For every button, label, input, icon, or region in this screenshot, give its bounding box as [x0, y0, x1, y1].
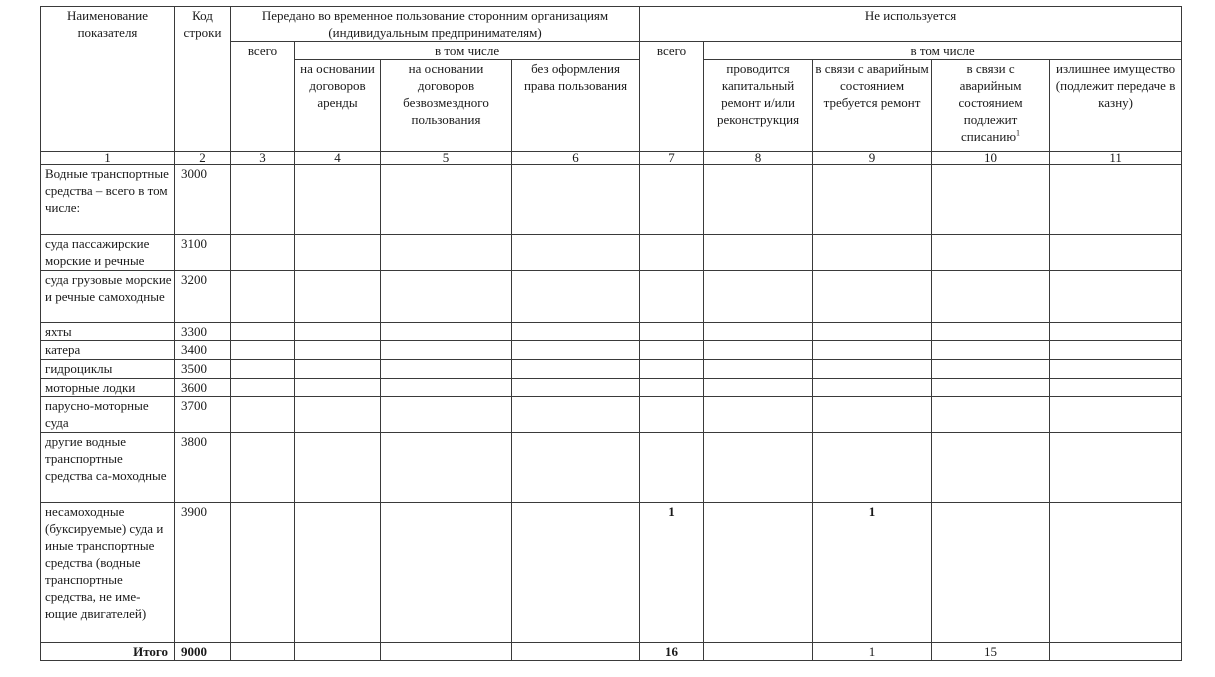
colnum: 2: [175, 152, 231, 165]
cell: [381, 379, 512, 397]
cell: [295, 360, 381, 379]
row-name: моторные лодки: [41, 379, 175, 397]
cell: [704, 235, 813, 271]
row-code: 3100: [175, 235, 231, 271]
cell: [231, 235, 295, 271]
row-code: 3400: [175, 341, 231, 360]
row-code: 3000: [175, 165, 231, 235]
row-name: несамоходные (буксируемые) суда и иные транспортные средства (водные транспортные средства, не име-ющие двигателей): [41, 503, 175, 643]
row-name: катера: [41, 341, 175, 360]
row-code: 3200: [175, 271, 231, 323]
cell: [813, 379, 932, 397]
cell: [231, 379, 295, 397]
table-row: [41, 360, 1182, 379]
cell: [295, 235, 381, 271]
cell: [512, 397, 640, 433]
total-row: [41, 643, 1182, 661]
cell: 1: [813, 503, 932, 643]
header-not-used-including: в том числе: [704, 42, 1182, 60]
cell: [1050, 397, 1182, 433]
cell: [813, 235, 932, 271]
cell: [1050, 503, 1182, 643]
cell: [1050, 341, 1182, 360]
cell: [813, 397, 932, 433]
cell: [704, 271, 813, 323]
table-row: [41, 503, 1182, 643]
header-not-used: Не используется: [640, 7, 1182, 42]
cell: [295, 503, 381, 643]
colnum: 4: [295, 152, 381, 165]
cell: [1050, 165, 1182, 235]
row-code: 3500: [175, 360, 231, 379]
colnum: 10: [932, 152, 1050, 165]
cell: [381, 235, 512, 271]
cell: [813, 271, 932, 323]
cell: [640, 323, 704, 341]
cell: [512, 271, 640, 323]
cell: [295, 379, 381, 397]
colnum: 6: [512, 152, 640, 165]
cell: [932, 323, 1050, 341]
cell: [932, 341, 1050, 360]
cell: [640, 165, 704, 235]
table-row: [41, 397, 1182, 433]
cell: [381, 643, 512, 661]
total-label: Итого: [41, 643, 175, 661]
header-surplus: излишнее имущество (подлежит передаче в казну): [1050, 60, 1182, 152]
cell: [640, 341, 704, 360]
cell: [295, 643, 381, 661]
colnum: 1: [41, 152, 175, 165]
cell: [295, 271, 381, 323]
cell: [381, 165, 512, 235]
cell: [704, 397, 813, 433]
total-code: 9000: [175, 643, 231, 661]
cell: [231, 341, 295, 360]
row-code: 3900: [175, 503, 231, 643]
cell: [932, 360, 1050, 379]
row-name: суда грузовые морские и речные самоходные: [41, 271, 175, 323]
cell: [640, 360, 704, 379]
row-name: другие водные транспортные средства са-моходные: [41, 433, 175, 503]
cell: [295, 323, 381, 341]
cell: [813, 360, 932, 379]
cell: [704, 165, 813, 235]
cell: [1050, 235, 1182, 271]
cell: 16: [640, 643, 704, 661]
cell: [640, 271, 704, 323]
cell: [512, 323, 640, 341]
header-transferred: Передано во временное пользование сторонним организациям (индивидуальным предпринимателям): [231, 7, 640, 42]
cell: [512, 341, 640, 360]
cell: [704, 323, 813, 341]
cell: [231, 360, 295, 379]
cell: [704, 341, 813, 360]
cell: [640, 379, 704, 397]
colnum: 7: [640, 152, 704, 165]
row-name: гидроциклы: [41, 360, 175, 379]
row-name: парусно-моторные суда: [41, 397, 175, 433]
cell: [932, 397, 1050, 433]
cell: [231, 165, 295, 235]
header-emergency-repair: в связи с аварийным состоянием требуется ремонт: [813, 60, 932, 152]
header-capital-repair: проводится капитальный ремонт и/или реконструкция: [704, 60, 813, 152]
table-row: [41, 433, 1182, 503]
cell: [704, 433, 813, 503]
cell: [813, 165, 932, 235]
header-emergency-writeoff-text: в связи с аварийным состоянием подлежит списанию: [958, 61, 1023, 144]
cell: [381, 271, 512, 323]
cell: [932, 271, 1050, 323]
header-free-use: на основании договоров безвозмездного пользования: [381, 60, 512, 152]
cell: [704, 379, 813, 397]
cell: [932, 165, 1050, 235]
cell: [932, 503, 1050, 643]
colnum: 8: [704, 152, 813, 165]
colnum: 3: [231, 152, 295, 165]
cell: [231, 271, 295, 323]
colnum: 5: [381, 152, 512, 165]
cell: [813, 341, 932, 360]
column-numbers-row: [41, 152, 1182, 165]
cell: [295, 341, 381, 360]
cell: [231, 433, 295, 503]
cell: [640, 397, 704, 433]
row-name: яхты: [41, 323, 175, 341]
row-code: 3600: [175, 379, 231, 397]
cell: [1050, 643, 1182, 661]
cell: [704, 360, 813, 379]
cell: [295, 397, 381, 433]
cell: [512, 235, 640, 271]
cell: [512, 360, 640, 379]
cell: [813, 433, 932, 503]
cell: [704, 503, 813, 643]
water-transport-form-table: [40, 6, 1182, 661]
cell: [231, 323, 295, 341]
colnum: 9: [813, 152, 932, 165]
header-code: Код строки: [175, 7, 231, 152]
cell: [640, 235, 704, 271]
cell: [1050, 271, 1182, 323]
cell: [381, 360, 512, 379]
cell: [1050, 379, 1182, 397]
cell: [932, 379, 1050, 397]
cell: [1050, 433, 1182, 503]
cell: [231, 643, 295, 661]
cell: [704, 643, 813, 661]
footnote-mark: 1: [1016, 128, 1021, 138]
header-transferred-total: всего: [231, 42, 295, 152]
cell: 1: [640, 503, 704, 643]
cell: [512, 643, 640, 661]
cell: [932, 235, 1050, 271]
cell: 15: [932, 643, 1050, 661]
table-row: [41, 235, 1182, 271]
table-row: [41, 271, 1182, 323]
cell: [1050, 360, 1182, 379]
cell: [1050, 323, 1182, 341]
cell: [512, 503, 640, 643]
cell: [932, 433, 1050, 503]
cell: [381, 341, 512, 360]
row-name: Водные транспортные средства – всего в том числе:: [41, 165, 175, 235]
row-name: суда пассажирские морские и речные: [41, 235, 175, 271]
row-code: 3300: [175, 323, 231, 341]
cell: [381, 433, 512, 503]
row-code: 3700: [175, 397, 231, 433]
colnum: 11: [1050, 152, 1182, 165]
cell: [231, 397, 295, 433]
cell: [381, 323, 512, 341]
cell: [295, 433, 381, 503]
cell: 1: [813, 643, 932, 661]
header-no-right: без оформления права пользования: [512, 60, 640, 152]
header-lease: на основании договоров аренды: [295, 60, 381, 152]
table-row: [41, 165, 1182, 235]
table-row: [41, 323, 1182, 341]
header-transferred-including: в том числе: [295, 42, 640, 60]
cell: [512, 165, 640, 235]
cell: [512, 433, 640, 503]
cell: [381, 503, 512, 643]
cell: [813, 323, 932, 341]
header-name: Наименование показателя: [41, 7, 175, 152]
cell: [512, 379, 640, 397]
cell: [295, 165, 381, 235]
row-code: 3800: [175, 433, 231, 503]
header-not-used-total: всего: [640, 42, 704, 152]
header-emergency-writeoff: [932, 60, 1050, 152]
table-row: [41, 379, 1182, 397]
cell: [381, 397, 512, 433]
table-row: [41, 341, 1182, 360]
cell: [640, 433, 704, 503]
cell: [231, 503, 295, 643]
